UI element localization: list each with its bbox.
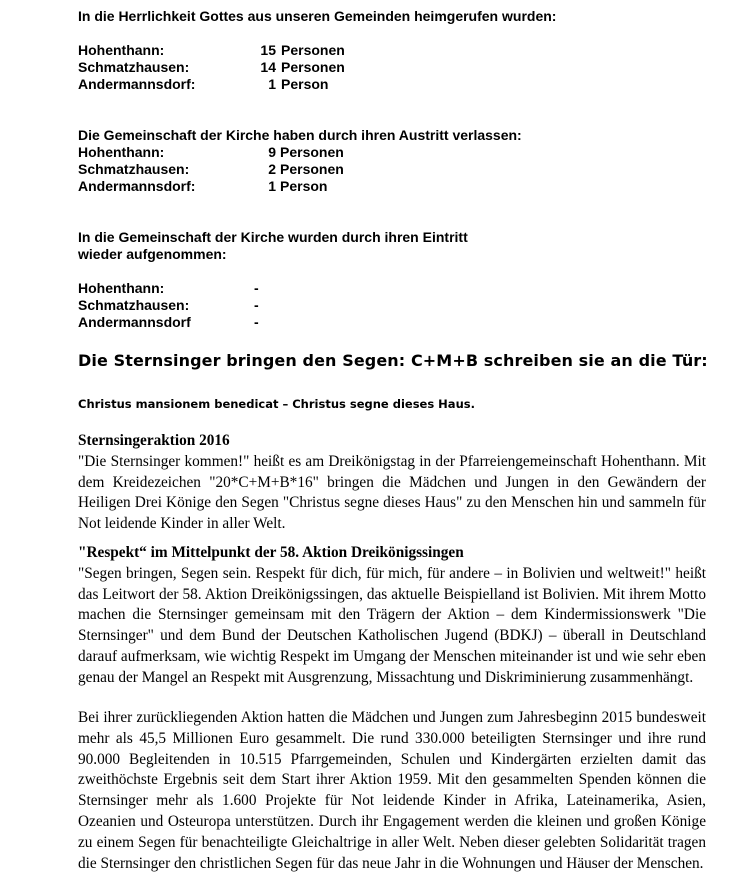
stat-row: [78, 178, 522, 195]
result-text: Bei ihrer zurückliegenden Aktion hatten die Mädchen und Jungen zum Jahresbeginn 2015 bundesweit mehr als 45,5 Millionen Euro gesammelt. Die rund 330.000 beteiligten Sternsinger und ihre rund 90.000 Begleitenden in 10.515 Pfarrgemeinden, Schulen und Kindergärten erzielten damit das zweithöchste Ergebnis seit dem Start ihrer Aktion 1959. Mit den gesammelten Spenden können die Sternsinger mehr als 1.600 Projekte für Not leidende Kinder in Afrika, Lateinamerika, Asien, Ozeanien und Osteuropa unterstützen. Durch ihr Engagement werden die kleinen und großen Könige zu einem Segen für benachteiligte Gleichaltrige in aller Welt. Neben dieser gelebten Solidarität tragen die Sternsinger den christlichen Segen für das neue Jahr in die Wohnungen und Häuser der Menschen.: [78, 709, 706, 872]
respekt-heading: "Respekt“ im Mittelpunkt der 58. Aktion Dreikönigssingen: [78, 544, 464, 561]
count: 9: [268, 144, 276, 160]
sternsinger-motto: Christus mansionem benedicat – Christus segne dieses Haus.: [78, 397, 475, 411]
unit: Personen: [281, 42, 345, 58]
place-name: Schmatzhausen:: [78, 59, 190, 75]
stat-row: [78, 42, 556, 59]
place-name: Hohenthann:: [78, 144, 165, 160]
place-name: Andermannsdorf:: [78, 76, 196, 92]
sternsinger-title: Die Sternsinger bringen den Segen: C+M+B schreiben sie an die Tür:: [78, 351, 708, 370]
section-heading-line2: wieder aufgenommen:: [78, 246, 227, 262]
unit: Personen: [280, 144, 344, 160]
place-name: Andermannsdorf:: [78, 178, 196, 194]
count: 15: [260, 42, 276, 58]
unit: Personen: [281, 59, 345, 75]
place-name: Schmatzhausen:: [78, 161, 190, 177]
value-dash: -: [254, 297, 259, 313]
result-paragraph: [78, 708, 706, 874]
aktion-heading: Sternsingeraktion 2016: [78, 432, 230, 449]
stat-row: [78, 76, 556, 93]
stat-row: [78, 297, 468, 314]
section-heading-line1: In die Gemeinschaft der Kirche wurden durch ihren Eintritt: [78, 229, 468, 245]
count: 2: [268, 161, 276, 177]
section-rejoined: [78, 229, 468, 331]
count: 14: [260, 59, 276, 75]
unit: Person: [280, 178, 328, 194]
stat-row: [78, 280, 468, 297]
respekt-paragraph: [78, 543, 706, 689]
place-name: Hohenthann:: [78, 42, 165, 58]
stat-row: [78, 59, 556, 76]
place-name: Hohenthann:: [78, 280, 165, 296]
section-heading: In die Herrlichkeit Gottes aus unseren Gemeinden heimgerufen wurden:: [78, 8, 557, 24]
section-deceased: [78, 8, 556, 93]
stat-row: [78, 314, 468, 331]
aktion-text: "Die Sternsinger kommen!" heißt es am Dreikönigstag in der Pfarreiengemeinschaft Hohenthann. Mit dem Kreidezeichen "20*C+M+B*16" bringen die Mädchen und Jungen in den Gewändern der Heiligen Drei Könige den Segen "Christus segne dieses Haus" zu den Menschen hin und sammeln für Not leidende Kinder in aller Welt.: [78, 452, 706, 533]
place-name: Andermannsdorf: [78, 314, 191, 330]
value-dash: -: [254, 280, 259, 296]
count: 1: [268, 76, 276, 92]
count: 1: [268, 178, 276, 194]
value-dash: -: [254, 314, 259, 330]
aktion-paragraph: [78, 431, 706, 535]
section-heading: Die Gemeinschaft der Kirche haben durch ihren Austritt verlassen:: [78, 127, 522, 143]
respekt-text: "Segen bringen, Segen sein. Respekt für dich, für mich, für andere – in Bolivien und weltweit!" heißt das Leitwort der 58. Aktion Dreikönigssingen, das aktuelle Beispielland ist Bolivien. Mit ihrem Motto machen die Sternsinger gemeinsam mit den Trägern der Aktion – dem Kindermissionswerk "Die Sternsinger" und dem Bund der Deutschen Katholischen Jugend (BDKJ) – überall in Deutschland darauf aufmerksam, wie wichtig Respekt im Umgang der Menschen miteinander ist und wie sehr eben genau der Mangel an Respekt mit Ausgrenzung, Missachtung und Diskriminierung zusammenhängt.: [78, 564, 706, 686]
unit: Personen: [280, 161, 344, 177]
unit: Person: [281, 76, 329, 92]
section-left-church: [78, 127, 522, 195]
stat-row: [78, 161, 522, 178]
place-name: Schmatzhausen:: [78, 297, 190, 313]
stat-row: [78, 144, 522, 161]
